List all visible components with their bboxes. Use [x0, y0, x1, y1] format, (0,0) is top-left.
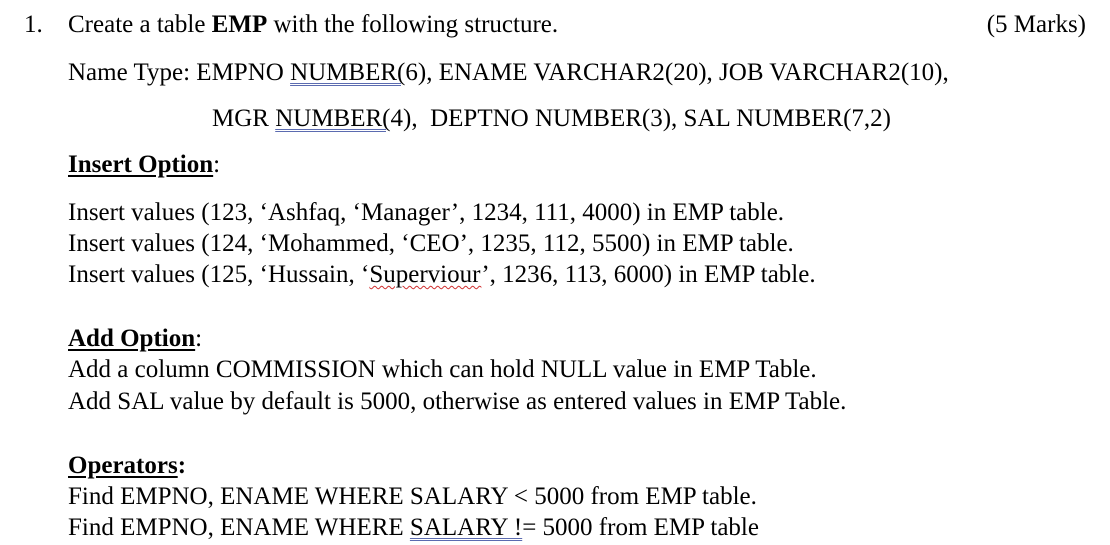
operators-heading-colon: :: [177, 452, 187, 479]
insert-line-3-start: Insert values (125, ‘Hussain, ‘: [68, 261, 370, 288]
structure-line-1-end: 6), ENAME VARCHAR2(20), JOB VARCHAR2(10),: [405, 59, 949, 86]
operators-line-2-start: Find EMPNO, ENAME WHERE: [68, 514, 410, 541]
insert-heading-colon: :: [213, 151, 221, 178]
operators-line-1: Find EMPNO, ENAME WHERE SALARY < 5000 from EMP table.: [68, 483, 757, 510]
insert-heading-text: Insert Option: [68, 151, 214, 178]
insert-line-2: Insert values (124, ‘Mohammed, ‘CEO’, 1235, 112, 5500) in EMP table.: [68, 230, 794, 257]
insert-line-3-end: ’, 1236, 113, 6000) in EMP table.: [481, 261, 816, 288]
structure-line-1: [68, 60, 949, 85]
table-name: EMP: [211, 11, 268, 38]
operators-heading-text: Operators: [68, 452, 178, 479]
insert-line-3: [68, 262, 816, 287]
add-line-2: Add SAL value by default is 5000, otherwise as entered values in EMP Table.: [68, 388, 847, 415]
grammar-flag-number-2: NUMBER(: [275, 105, 391, 132]
grammar-flag-number: NUMBER(: [290, 59, 406, 86]
title-text-start: Create a table: [68, 11, 212, 38]
operators-line-2-end: = 5000 from EMP table: [522, 514, 759, 541]
add-line-1: Add a column COMMISSION which can hold NULL value in EMP Table.: [68, 356, 817, 383]
spelling-flag-superviour: Superviour: [369, 261, 482, 288]
structure-line-1-start: Name Type: EMPNO: [68, 59, 291, 86]
operators-line-2: [68, 515, 759, 540]
question-title: [68, 12, 558, 37]
marks-label: (5 Marks): [986, 11, 1086, 38]
insert-line-1: Insert values (123, ‘Ashfaq, ‘Manager’, 1234, 111, 4000) in EMP table.: [68, 199, 785, 226]
add-heading-text: Add Option: [68, 325, 196, 352]
title-text-end: with the following structure.: [267, 11, 559, 38]
structure-line-2: [212, 106, 891, 131]
add-heading: [68, 326, 202, 351]
operators-heading: [68, 453, 186, 478]
add-heading-colon: :: [195, 325, 203, 352]
insert-heading: [68, 152, 220, 177]
structure-line-2-start: MGR: [212, 105, 276, 132]
grammar-flag-salary: SALARY !: [409, 514, 523, 541]
structure-line-2-end: 4), DEPTNO NUMBER(3), SAL NUMBER(7,2): [390, 105, 891, 132]
question-number: 1.: [24, 11, 43, 38]
